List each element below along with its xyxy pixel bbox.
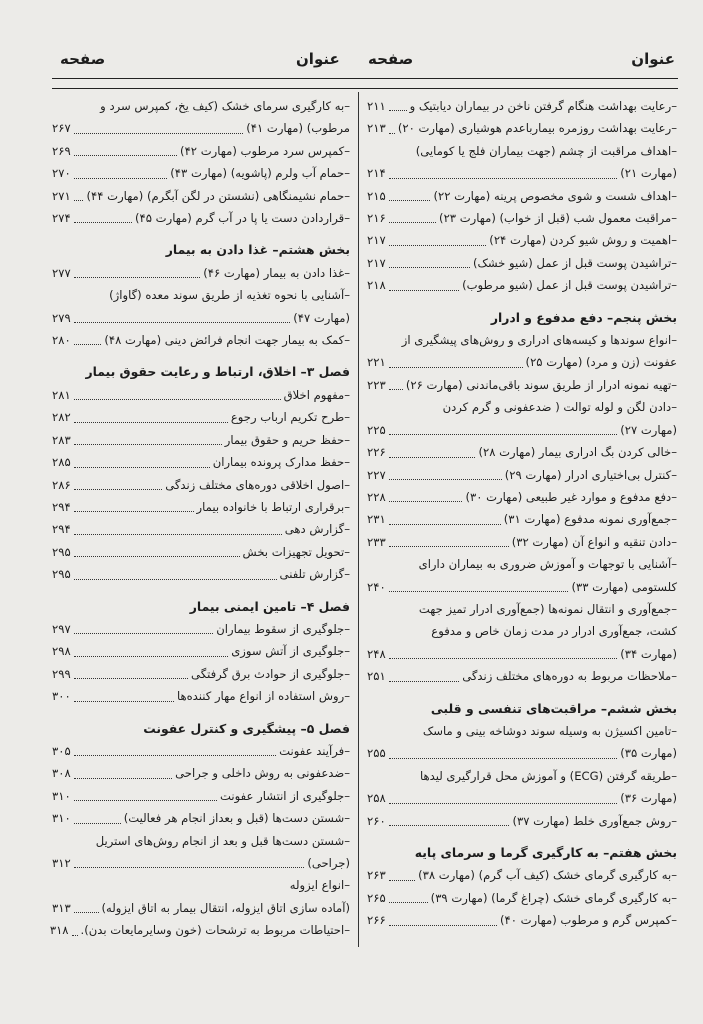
page-number: ۲۲۵ <box>367 422 386 437</box>
toc-entry-text: –مراقبت معمول شب (قبل از خواب) (مهارت ۲۳) <box>439 211 677 226</box>
toc-entry-text: (مهارت ۲۱) <box>620 166 677 181</box>
toc-entry-text: –به کارگیری گرمای خشک (کیف آب گرم) (مهارت ۳۸) <box>418 868 677 883</box>
toc-entry-text: –رعایت بهداشت روزمره بیمارباعدم هوشیاری (مهارت ۲۰) <box>397 121 677 136</box>
toc-entry-text: –دادن تنقیه و انواع آن (مهارت ۳۲) <box>511 534 677 549</box>
dot-leader <box>74 133 244 134</box>
toc-entry[interactable] <box>52 541 350 563</box>
toc-entry-text: –جلوگیری از آتش سوزی <box>231 644 350 659</box>
toc-entry-text: –حمام آب ولرم (پاشویه) (مهارت ۴۳) <box>170 166 350 181</box>
toc-entry[interactable] <box>367 117 677 139</box>
toc-column-right <box>367 95 677 932</box>
toc-entry-text: –تراشیدن پوست قبل از عمل (شیو خشک) <box>472 255 677 270</box>
toc-entry-text: –کنترل بی‌اختیاری ادرار (مهارت ۲۹) <box>504 467 677 482</box>
toc-entry[interactable] <box>367 765 677 810</box>
page-number: ۲۶۵ <box>367 890 386 905</box>
header-right-page: صفحه <box>368 50 414 68</box>
toc-column-left <box>49 95 350 942</box>
toc-entry-text: –روش جمع‌آوری خلط (مهارت ۳۷) <box>512 813 677 828</box>
page-number: ۲۶۹ <box>52 143 71 158</box>
page-number: ۲۷۱ <box>52 188 71 203</box>
toc-entry-text: –ملاحظات مربوط به دوره‌های مختلف زندگی <box>462 669 677 684</box>
toc-entry[interactable] <box>367 720 677 765</box>
toc-entry-text: (مهارت ۴۷) <box>293 310 350 325</box>
section-heading: بخش هفتم– به کارگیری گرما و سرمای پایه <box>414 845 677 860</box>
toc-entry-text: –اهمیت و روش شیو کردن (مهارت ۲۴) <box>489 233 677 248</box>
page-number: ۲۱۷ <box>367 255 386 270</box>
toc-entry[interactable] <box>367 441 677 463</box>
page-number: ۳۰۸ <box>52 766 71 781</box>
toc-entry-text: –گزارش دهی <box>284 522 350 537</box>
toc-entry[interactable] <box>367 909 677 931</box>
page-number: ۲۱۶ <box>367 211 386 226</box>
toc-entry[interactable] <box>52 140 350 162</box>
page-number: ۲۸۱ <box>52 387 71 402</box>
toc-entry-text: (آماده سازی اتاق ایزوله، انتقال بیمار به اتاق ایزوله) <box>101 900 350 915</box>
page-number: ۲۸۳ <box>52 432 71 447</box>
toc-entry[interactable] <box>52 785 350 807</box>
page-number: ۲۵۵ <box>367 746 386 761</box>
toc-entry-text: –اصول اخلاقی دوره‌های مختلف زندگی <box>165 477 350 492</box>
toc-entry-text: –تامین اکسیژن به وسیله سوند دوشاخه بینی و ماسک <box>422 723 677 738</box>
dot-leader <box>389 178 618 179</box>
dot-leader <box>389 200 431 201</box>
dot-leader <box>389 925 497 926</box>
dot-leader <box>389 290 459 291</box>
toc-entry[interactable] <box>52 685 350 707</box>
dot-leader <box>74 155 177 156</box>
dot-leader <box>389 245 487 246</box>
page-number: ۲۲۳ <box>367 377 386 392</box>
page-number: ۲۴۰ <box>367 579 386 594</box>
toc-entry-text: –مفهوم اخلاق <box>283 387 350 402</box>
dot-leader <box>74 322 291 323</box>
toc-entry-text: –رعایت بهداشت هنگام گرفتن ناخن در بیماران دیابتیک و <box>409 99 677 113</box>
toc-entry[interactable] <box>367 464 677 486</box>
dot-leader <box>74 222 132 223</box>
toc-entry-text: –جمع‌آوری نمونه مدفوع (مهارت ۳۱) <box>503 512 677 527</box>
toc-entry-text: –شستن دست‌ها (قبل و بعداز انجام هر فعالیت) <box>123 811 350 826</box>
toc-entry-text: –جلوگیری از سقوط بیماران <box>216 621 350 636</box>
toc-entry[interactable] <box>52 384 350 406</box>
toc-entry-text: –غذا دادن به بیمار (مهارت ۴۶) <box>203 265 350 280</box>
section-heading: بخش هشتم– غذا دادن به بیمار <box>165 242 350 258</box>
page-number: ۲۷۰ <box>52 166 71 181</box>
toc-entry[interactable] <box>52 496 350 518</box>
dot-leader <box>74 579 277 580</box>
dot-leader <box>74 399 281 400</box>
dot-leader <box>389 591 569 592</box>
toc-entry[interactable] <box>52 284 350 329</box>
page-number: ۲۲۸ <box>367 489 386 504</box>
toc-entry-text: –احتیاطات مربوط به ترشحات (خون وسایرمایعات بدن). <box>80 923 350 938</box>
dot-leader <box>389 524 501 525</box>
toc-entry-text: –فرآیند عفونت <box>279 743 350 758</box>
page-number: ۲۵۱ <box>367 669 386 684</box>
dot-leader <box>74 444 222 445</box>
toc-entry[interactable] <box>52 451 350 473</box>
page-number: ۲۹۹ <box>52 666 71 681</box>
toc-entry[interactable] <box>52 185 350 207</box>
dot-leader <box>74 178 168 179</box>
toc-entry-text: –تهیه نمونه ادرار از طریق سوند باقی‌ماندنی (مهارت ۲۶) <box>405 377 677 392</box>
toc-entry-text: –به کارگیری گرمای خشک (چراغ گرما) (مهارت ۳۹) <box>430 890 677 905</box>
dot-leader <box>74 656 229 657</box>
toc-entry-text: –تحویل تجهیزات بخش <box>242 544 350 559</box>
page-number: ۲۶۳ <box>367 868 386 883</box>
toc-entry[interactable] <box>52 162 350 184</box>
page-number: ۲۴۸ <box>367 646 386 661</box>
toc-entry[interactable] <box>52 618 350 640</box>
toc-entry[interactable] <box>52 207 350 229</box>
page-number: ۲۷۹ <box>52 310 71 325</box>
toc-entry-text: –جلوگیری از حوادث برق گرفتگی <box>191 666 350 681</box>
toc-entry[interactable] <box>367 887 677 909</box>
toc-entry-text: –خالی کردن بگ ادراری بیمار (مهارت ۲۸) <box>478 445 677 460</box>
toc-entry[interactable] <box>367 374 677 396</box>
dot-leader <box>389 110 407 111</box>
toc-entry-text: –کمپرس سرد مرطوب (مهارت ۴۲) <box>180 143 350 158</box>
dot-leader <box>389 267 470 268</box>
dot-leader <box>74 678 188 679</box>
toc-entry-text: –حمام نشیمنگاهی (نشستن در لگن آبگرم) (مهارت ۴۴) <box>86 188 350 203</box>
toc-entry[interactable] <box>52 563 350 585</box>
toc-entry-text: –قراردادن دست یا پا در آب گرم (مهارت ۴۵) <box>135 211 350 226</box>
dot-leader <box>74 701 174 702</box>
page-number: ۳۱۰ <box>52 811 71 826</box>
toc-entry[interactable] <box>367 864 677 886</box>
toc-entry[interactable] <box>49 919 350 941</box>
dot-leader <box>74 489 163 490</box>
section-heading: بخش ششم– مراقبت‌های تنفسی و قلبی <box>430 700 677 716</box>
page-number: ۲۹۸ <box>52 644 71 659</box>
dot-leader <box>389 457 476 458</box>
toc-entry[interactable] <box>52 329 350 351</box>
toc-entry[interactable] <box>52 874 350 919</box>
dot-leader <box>74 556 240 557</box>
page-number: ۲۶۰ <box>367 813 386 828</box>
dot-leader <box>74 912 99 913</box>
toc-entry-text: مرطوب) (مهارت ۴۱) <box>246 121 350 136</box>
page-number: ۲۱۵ <box>367 188 386 203</box>
header-rule-top <box>52 78 678 79</box>
page-number: ۲۱۸ <box>367 278 386 293</box>
dot-leader <box>389 389 403 390</box>
dot-leader <box>74 823 121 824</box>
dot-leader <box>74 422 228 423</box>
toc-entry[interactable] <box>52 474 350 496</box>
toc-entry-text: –اهداف مراقبت از چشم (جهت بیماران فلج یا کومایی) <box>415 143 677 158</box>
page-number: ۲۳۱ <box>367 512 386 527</box>
toc-entry[interactable] <box>367 553 677 598</box>
dot-leader <box>389 367 523 368</box>
dot-leader <box>74 511 194 512</box>
page-number: ۲۹۴ <box>52 522 71 537</box>
page-number: ۲۹۵ <box>52 544 71 559</box>
dot-leader <box>74 467 210 468</box>
page-number: ۲۲۶ <box>367 445 386 460</box>
toc-entry-text: –جلوگیری از انتشار عفونت <box>220 788 350 803</box>
toc-entry[interactable] <box>52 406 350 428</box>
toc-entry-text: –حفظ حریم و حقوق بیمار <box>224 432 350 447</box>
toc-entry[interactable] <box>52 429 350 451</box>
dot-leader <box>72 935 78 936</box>
toc-entry-text: –آشنایی با نحوه تغذیه از طریق سوند معده (گاواژ) <box>109 288 350 303</box>
toc-entry[interactable] <box>367 486 677 508</box>
dot-leader <box>389 902 428 903</box>
toc-entry-text: –کمپرس گرم و مرطوب (مهارت ۴۰) <box>499 913 677 928</box>
toc-entry-text: –ضدعفونی به روش داخلی و جراحی <box>175 766 350 781</box>
dot-leader <box>74 867 305 868</box>
toc-entry[interactable] <box>367 274 677 296</box>
section-heading: فصل ۴– تامین ایمنی بیمار <box>189 598 350 614</box>
page-number: ۲۹۷ <box>52 621 71 636</box>
dot-leader <box>74 277 201 278</box>
toc-entry-text: –طریقه گرفتن (ECG) و آموزش محل قرارگیری لیدها <box>419 768 677 783</box>
page-number: ۲۱۴ <box>367 166 386 181</box>
header-rule-bottom <box>52 88 678 89</box>
toc-entry-text: –کمک به بیمار جهت انجام فرائض دینی (مهارت ۴۸) <box>104 333 350 348</box>
toc-entry-text: –شستن دست‌ها قبل و بعد از انجام روش‌های استریل <box>95 833 350 848</box>
toc-entry[interactable] <box>367 665 677 687</box>
section-heading: بخش پنجم– دفع مدفوع و ادرار <box>490 309 677 325</box>
toc-entry-text: (مهارت ۳۵) <box>620 746 677 761</box>
page-number: ۲۵۸ <box>367 791 386 806</box>
toc-entry[interactable] <box>367 140 677 185</box>
toc-entry-text: –روش استفاده از انواع مهار کننده‌ها <box>176 689 350 704</box>
toc-entry[interactable] <box>52 95 350 140</box>
page-number: ۳۱۲ <box>52 856 71 870</box>
dot-leader <box>74 344 102 345</box>
header-left-page: صفحه <box>60 50 106 68</box>
toc-entry-text: عفونت (زن و مرد) (مهارت ۲۵) <box>525 355 677 370</box>
section-heading: فصل ۳– اخلاق، ارتباط و رعایت حقوق بیمار <box>85 364 350 380</box>
toc-entry[interactable] <box>367 229 677 251</box>
toc-entry[interactable] <box>367 508 677 530</box>
dot-leader <box>389 658 618 659</box>
toc-entry[interactable] <box>367 396 677 441</box>
page-number: ۲۲۷ <box>367 467 386 482</box>
dot-leader <box>389 434 618 435</box>
page-number: ۲۱۷ <box>367 233 386 248</box>
page-number: ۲۸۶ <box>52 477 71 492</box>
page-number: ۲۸۰ <box>52 333 71 348</box>
page-number: ۲۹۵ <box>52 567 71 582</box>
page-number: ۲۷۴ <box>52 211 71 226</box>
toc-entry-text: –دادن لگن و لوله توالت ( ضدعفونی و گرم کردن <box>442 400 677 415</box>
toc-entry-text: –دفع مدفوع و موارد غیر طبیعی (مهارت ۳۰) <box>465 489 677 504</box>
toc-entry[interactable] <box>52 740 350 762</box>
toc-entry[interactable] <box>52 262 350 284</box>
toc-entry-text: کشت، جمع‌آوری ادرار در مدت زمان خاص و مدفوع <box>431 624 677 639</box>
toc-entry-text: (مهارت ۳۶) <box>620 791 677 806</box>
toc-entry[interactable] <box>367 252 677 274</box>
page-number: ۳۱۰ <box>52 788 71 803</box>
page-number: ۲۷۷ <box>52 265 71 280</box>
toc-entry[interactable] <box>52 830 350 875</box>
header-left-title: عنوان <box>296 50 340 68</box>
dot-leader <box>389 681 460 682</box>
dot-leader <box>389 758 618 759</box>
toc-entry[interactable] <box>52 518 350 540</box>
toc-entry-text: (مهارت ۳۴) <box>620 646 677 661</box>
toc-entry[interactable] <box>367 598 677 665</box>
dot-leader <box>74 534 282 535</box>
toc-entry-text: –انواع ایزوله <box>289 878 350 893</box>
toc-entry-text: –جمع‌آوری و انتقال نمونه‌ها (جمع‌آوری ادرار تمیز جهت <box>418 601 677 616</box>
header-right-title: عنوان <box>631 50 675 68</box>
dot-leader <box>389 479 502 480</box>
toc-entry[interactable] <box>367 531 677 553</box>
page-number: ۳۰۰ <box>52 689 71 704</box>
toc-entry[interactable] <box>367 185 677 207</box>
toc-entry-text: –انواع سوندها و کیسه‌های ادراری و روش‌های پیشگیری از <box>401 333 677 348</box>
toc-entry-text: –به کارگیری سرمای خشک (کیف یخ، کمپرس سرد و <box>100 99 350 113</box>
dot-leader <box>389 501 463 502</box>
column-divider <box>358 92 359 947</box>
toc-entry[interactable] <box>52 640 350 662</box>
page-number: ۳۰۵ <box>52 743 71 758</box>
toc-entry-text: –اهداف شست و شوی مخصوص پرینه (مهارت ۲۲) <box>433 188 677 203</box>
dot-leader <box>74 800 217 801</box>
toc-entry[interactable] <box>367 95 677 117</box>
page-number: ۲۶۶ <box>367 913 386 928</box>
dot-leader <box>389 880 415 881</box>
toc-entry-text: –حفظ مدارک پرونده بیماران <box>212 455 350 470</box>
dot-leader <box>389 222 436 223</box>
toc-entry[interactable] <box>367 810 677 832</box>
toc-entry-text: –برقراری ارتباط با خانواده بیمار <box>196 499 350 514</box>
toc-entry[interactable] <box>52 807 350 829</box>
toc-entry-text: –طرح تکریم ارباب رجوع <box>230 410 350 425</box>
toc-entry[interactable] <box>367 329 677 374</box>
dot-leader <box>389 803 618 804</box>
toc-entry-text: (مهارت ۲۷) <box>620 422 677 437</box>
dot-leader <box>74 755 276 756</box>
page-number: ۲۳۳ <box>367 534 386 549</box>
toc-entry[interactable] <box>52 762 350 784</box>
dot-leader <box>389 133 395 134</box>
toc-entry-text: کلستومی (مهارت ۳۳) <box>571 579 677 594</box>
dot-leader <box>74 778 172 779</box>
dot-leader <box>74 633 214 634</box>
toc-entry-text: –تراشیدن پوست قبل از عمل (شیو مرطوب) <box>462 278 677 293</box>
page-number: ۲۸۵ <box>52 455 71 470</box>
page-number: ۲۶۷ <box>52 121 71 136</box>
dot-leader <box>389 825 510 826</box>
page-number: ۲۱۱ <box>367 99 386 113</box>
toc-entry-text: –گزارش تلفنی <box>279 567 350 582</box>
page-number: ۳۱۸ <box>49 923 69 938</box>
page-number: ۲۱۳ <box>367 121 386 136</box>
page-number: ۳۱۳ <box>52 900 71 915</box>
toc-entry-text: –آشنایی با توجهات و آموزش ضروری به بیماران دارای <box>418 557 677 572</box>
toc-entry[interactable] <box>367 207 677 229</box>
page-number: ۲۲۱ <box>367 355 386 370</box>
section-heading: فصل ۵– پیشگیری و کنترل عفونت <box>143 720 350 736</box>
dot-leader <box>389 546 509 547</box>
page-number: ۲۸۲ <box>52 410 71 425</box>
toc-entry[interactable] <box>52 663 350 685</box>
page-number: ۲۹۴ <box>52 499 71 514</box>
toc-entry-text: (جراحی) <box>307 856 350 870</box>
dot-leader <box>74 200 84 201</box>
